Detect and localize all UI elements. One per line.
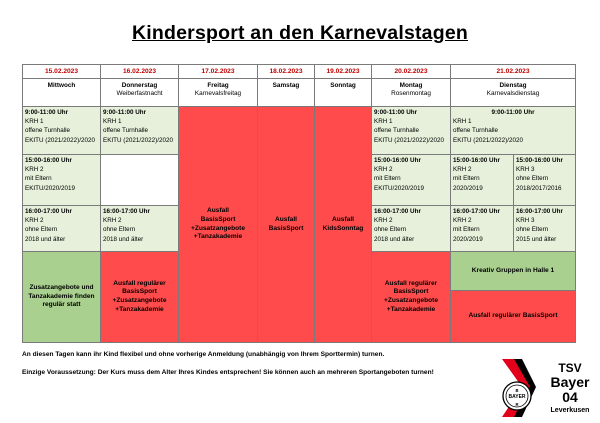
msg-ausfall-mo-line: +Zusatzangebote — [383, 297, 439, 304]
slot-di-15-a-line: 15:00-16:00 Uhr — [453, 157, 500, 164]
slot-di-16-a-line: mit Eltern — [453, 226, 480, 234]
date-header-2 — [178, 64, 258, 79]
slot-mo-15 — [371, 154, 451, 206]
slot-di-16-a-line: 16:00-17:00 Uhr — [453, 208, 500, 215]
msg-ausfall-do-line: +Zusatzangebote — [112, 297, 167, 304]
slot-di-16-b-line: KRH 3 — [516, 217, 535, 225]
msg-zusatz-line: regulär statt — [42, 301, 81, 309]
msg-ausfall-di-line: Ausfall regulärer BasisSport — [468, 312, 558, 320]
msg-ausfall-mo-line: Ausfall regulärer — [384, 279, 438, 287]
slot-mi-16-line: ohne Eltern — [25, 226, 58, 234]
day-sub-label: Rosenmontag — [391, 90, 431, 97]
day-header-6 — [450, 78, 576, 107]
msg-zusatz-line: Zusatzangebote und — [29, 284, 94, 292]
slot-do-9 — [100, 106, 179, 155]
slot-di-16-b-line: 16:00-17:00 Uhr — [516, 208, 563, 215]
slot-do-9-line: EKITU (2021/2022)/2020 — [103, 136, 174, 144]
msg-ausfall-sa-line: Ausfall — [275, 215, 297, 223]
slot-di-15-a-line: 2020/2019 — [453, 184, 483, 192]
logo-bayer: Bayer — [550, 374, 590, 390]
slot-mo-9-line: KRH 1 — [374, 118, 393, 126]
slot-di-15-a-line: KRH 2 — [453, 166, 472, 174]
date-label: 15.02.2023 — [44, 68, 78, 75]
msg-ausfall-mo-line: BasisSport — [393, 288, 429, 296]
date-label: 17.02.2023 — [201, 68, 235, 75]
slot-di-9 — [450, 106, 576, 155]
slot-mo-15-line: EKITU/2020/2019 — [374, 184, 425, 192]
slot-di-15-b-line: 15:00-16:00 Uhr — [516, 157, 563, 164]
logo-cross-text: BAYER — [508, 394, 526, 400]
msg-ausfall-fr-line: +Tanzakademie — [193, 233, 243, 241]
day-label: Freitag — [207, 82, 229, 89]
slot-di-15-a-line: mit Eltern — [453, 175, 480, 183]
msg-ausfall-so-line: Ausfall — [332, 215, 354, 223]
logo-04: 04 — [562, 389, 578, 405]
msg-kreativ — [450, 251, 576, 291]
date-label: 20.02.2023 — [394, 68, 428, 75]
day-label: Samstag — [272, 82, 300, 89]
slot-di-15-a — [450, 154, 514, 206]
day-label: Montag — [399, 82, 423, 89]
date-label: 18.02.2023 — [269, 68, 303, 75]
slot-mi-9-line: KRH 1 — [25, 118, 44, 126]
msg-ausfall-fr-line: BasisSport — [200, 215, 236, 223]
msg-kreativ-line: Kreativ Gruppen in Halle 1 — [471, 266, 555, 274]
slot-di-9-line: 9:00-11:00 Uhr — [491, 109, 535, 116]
slot-di-9-line: KRH 1 — [453, 118, 472, 126]
slot-di-16-a — [450, 205, 514, 252]
slot-mi-9-line: offene Turnhalle — [25, 127, 71, 135]
msg-zusatz — [22, 251, 101, 343]
slot-do-16-line: ohne Eltern — [103, 226, 136, 234]
slot-di-15-b — [513, 154, 576, 206]
slot-mo-16 — [371, 205, 451, 252]
msg-ausfall-mo — [371, 251, 451, 343]
date-label: 21.02.2023 — [496, 68, 530, 75]
slot-mo-9 — [371, 106, 451, 155]
slot-mi-15-line: EKITU/2020/2019 — [25, 184, 76, 192]
slot-di-16-a-line: KRH 2 — [453, 217, 472, 225]
slot-mo-9-line: offene Turnhalle — [374, 127, 420, 135]
slot-do-16-line: KRH 2 — [103, 217, 122, 225]
slot-do-9-line: offene Turnhalle — [103, 127, 149, 135]
day-label: Sonntag — [330, 82, 356, 89]
slot-do-16-line: 2018 und älter — [103, 235, 144, 243]
slot-mo-15-line: 15:00-16:00 Uhr — [374, 157, 421, 164]
slot-mo-16-line: KRH 2 — [374, 217, 393, 225]
day-sub-label: Karnevalsdienstag — [486, 90, 540, 97]
slot-mi-16 — [22, 205, 101, 252]
date-header-1 — [100, 64, 179, 79]
date-label: 16.02.2023 — [122, 68, 156, 75]
day-label: Dienstag — [499, 82, 527, 89]
slot-mo-9-line: 9:00-11:00 Uhr — [374, 109, 418, 116]
slot-di-16-b-line: ohne Eltern — [516, 226, 549, 234]
slot-di-9-line: offene Turnhalle — [453, 127, 499, 135]
slot-mi-9-line: EKITU (2021/2022)/2020 — [25, 136, 96, 144]
date-header-3 — [257, 64, 315, 79]
date-label: 19.02.2023 — [326, 68, 360, 75]
slot-do-16 — [100, 205, 179, 252]
msg-ausfall-do-line: Ausfall regulärer — [113, 279, 166, 287]
day-header-1 — [100, 78, 179, 107]
slot-mi-9 — [22, 106, 101, 155]
day-header-4 — [314, 78, 372, 107]
slot-mi-15-line: mit Eltern — [25, 175, 52, 183]
msg-ausfall-do-line: BasisSport — [122, 288, 157, 296]
date-header-0 — [22, 64, 101, 79]
day-label: Mittwoch — [47, 82, 76, 89]
slot-di-9-line: EKITU (2021/2022)/2020 — [453, 136, 524, 144]
msg-ausfall-so-line: KidsSonntag — [322, 224, 364, 232]
slot-di-15-b-line: 2018/2017/2016 — [516, 184, 562, 192]
date-header-5 — [371, 64, 451, 79]
slot-mo-9-line: EKITU (2021/2022)/2020 — [374, 136, 445, 144]
slot-di-16-b-line: 2015 und älter — [516, 235, 557, 243]
day-label: Donnerstag — [121, 82, 158, 89]
slot-do-9-line: 9:00-11:00 Uhr — [103, 109, 147, 116]
slot-mo-16-line: 2018 und älter — [374, 235, 415, 243]
day-sub-label: Karnevalsfreitag — [194, 90, 242, 97]
slot-mi-16-line: 16:00-17:00 Uhr — [25, 208, 72, 215]
date-header-6 — [450, 64, 576, 79]
day-header-0 — [22, 78, 101, 107]
msg-ausfall-di — [450, 290, 576, 343]
msg-ausfall-mo-line: +Tanzakademie — [386, 305, 436, 313]
page-title: Kindersport an den Karnevalstagen — [131, 22, 468, 44]
slot-mo-15-line: mit Eltern — [374, 175, 401, 183]
logo-tsv: TSV — [558, 361, 582, 375]
msg-ausfall-sa — [257, 106, 315, 343]
msg-ausfall-so — [314, 106, 372, 343]
msg-ausfall-fr-line: +Zusatzangebote — [190, 224, 246, 232]
note-flexible: An diesen Tagen kann ihr Kind flexibel und ohne vorherige Anmeldung (unabhängig von Ihrem Sporttermin) turnen. — [22, 351, 385, 358]
logo-leverkusen: Leverkusen — [550, 407, 590, 414]
msg-ausfall-do-line: +Tanzakademie — [115, 305, 164, 313]
slot-mi-15-line: KRH 2 — [25, 166, 44, 174]
msg-ausfall-sa-line: BasisSport — [268, 224, 304, 232]
day-header-5 — [371, 78, 451, 107]
day-sub-label: Weiberfastnacht — [116, 90, 163, 97]
tsv-bayer-04-logo — [492, 357, 596, 417]
slot-mo-16-line: 16:00-17:00 Uhr — [374, 208, 421, 215]
slot-di-15-b-line: KRH 3 — [516, 166, 535, 174]
slot-mi-16-line: KRH 2 — [25, 217, 44, 225]
slot-do-16-line: 16:00-17:00 Uhr — [103, 208, 150, 215]
slot-di-16-b — [513, 205, 576, 252]
day-header-2 — [178, 78, 258, 107]
msg-ausfall-do — [100, 251, 179, 343]
date-header-4 — [314, 64, 372, 79]
slot-mo-16-line: ohne Eltern — [374, 226, 407, 234]
empty-do-15 — [100, 154, 179, 206]
slot-mi-9-line: 9:00-11:00 Uhr — [25, 109, 69, 116]
slot-di-16-a-line: 2020/2019 — [453, 235, 483, 243]
day-header-3 — [257, 78, 315, 107]
svg-text:B: B — [515, 388, 519, 393]
slot-mo-15-line: KRH 2 — [374, 166, 393, 174]
slot-do-9-line: KRH 1 — [103, 118, 122, 126]
msg-zusatz-line: Tanzakademie finden — [28, 292, 95, 300]
slot-di-15-b-line: ohne Eltern — [516, 175, 549, 183]
slot-mi-16-line: 2018 und älter — [25, 235, 66, 243]
slot-mi-15 — [22, 154, 101, 206]
slot-mi-15-line: 15:00-16:00 Uhr — [25, 157, 72, 164]
msg-ausfall-fr — [178, 106, 258, 343]
msg-ausfall-fr-line: Ausfall — [207, 207, 229, 215]
note-requirement: Einzige Voraussetzung: Der Kurs muss dem Alter Ihres Kindes entsprechen! Sie können auch an mehreren Sportangeboten turnen! — [22, 369, 434, 376]
svg-text:R: R — [515, 402, 519, 407]
